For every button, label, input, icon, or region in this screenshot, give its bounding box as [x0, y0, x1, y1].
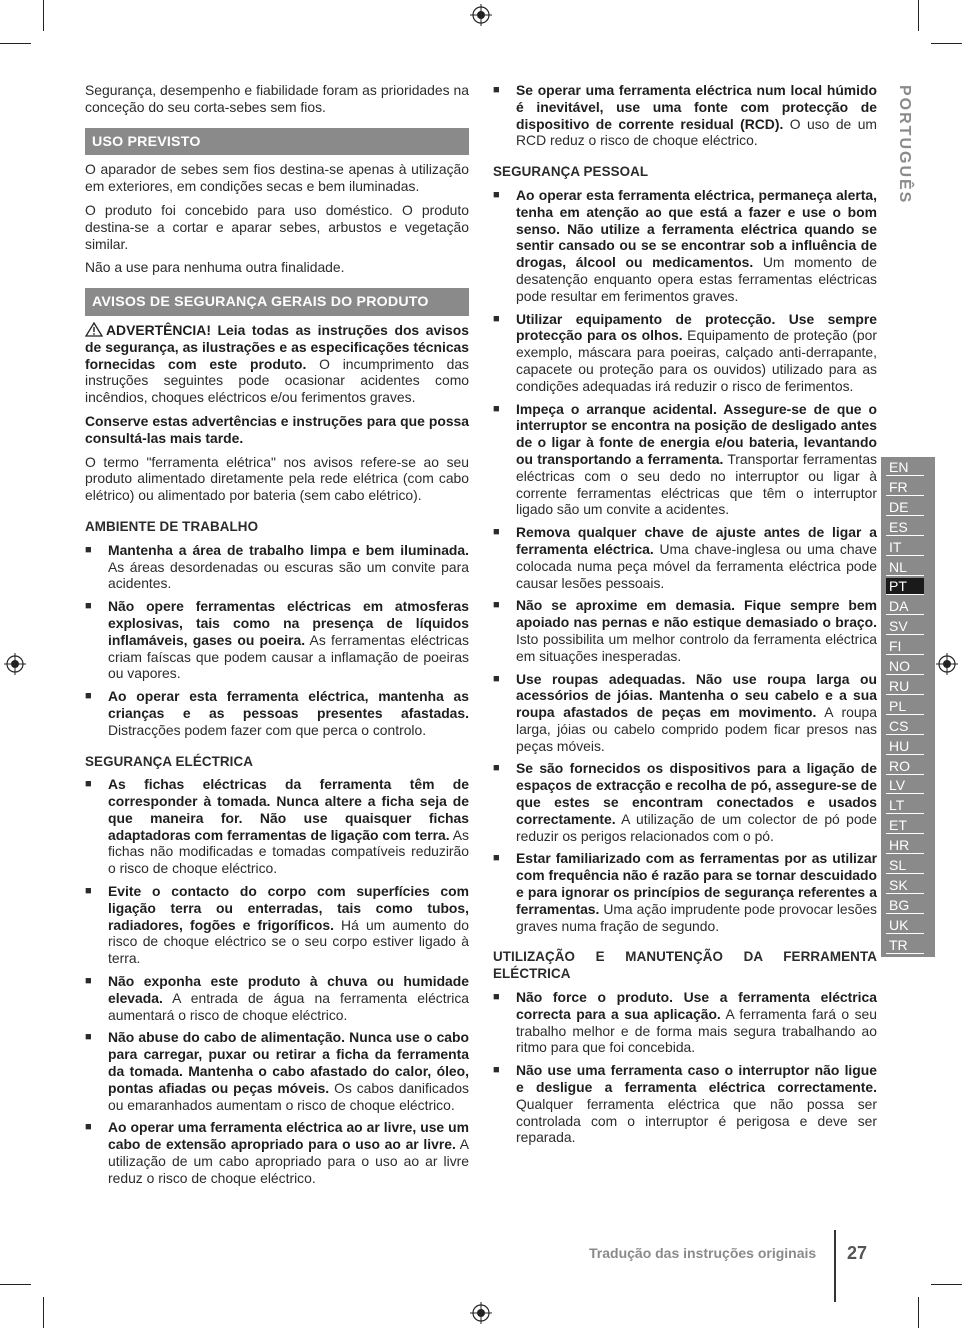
list-item-text: Uma chave-inglesa ou uma chave colocada numa peça móvel da ferramenta eléctrica pode causar lesões pessoais. [516, 540, 877, 591]
subheading-utilizacao: UTILIZAÇÃO E MANUTENÇÃO DA FERRAMENTA ELÉCTRICA [493, 949, 877, 982]
list-item-bold: Remova qualquer chave de ajuste antes de ligar a ferramenta eléctrica. [516, 524, 877, 557]
bullet-icon: ■ [493, 526, 500, 539]
list-item-bold: Estar familiarizado com as ferramentas por as utilizar com frequência não é razão para se tornar descuidado e para ignorar os princípios de segurança referentes a ferramentas. [516, 850, 877, 917]
subheading-eletrica: SEGURANÇA ELÉCTRICA [85, 753, 254, 769]
bullet-icon: ■ [85, 885, 92, 898]
language-tab-sl[interactable]: SL [886, 857, 924, 874]
language-tab-de[interactable]: DE [886, 499, 924, 516]
registration-mark-icon [4, 653, 26, 675]
language-tab-nl[interactable]: NL [886, 559, 924, 576]
language-tabs [881, 457, 935, 957]
warning-paragraph [85, 322, 469, 406]
language-tab-pl[interactable]: PL [886, 698, 924, 715]
list-item [493, 989, 877, 1056]
list-item [493, 671, 877, 755]
list-item-bold: Mantenha a área de trabalho limpa e bem iluminada. [108, 541, 469, 558]
list-item-bold: Não exponha este produto à chuva ou humidade elevada. [108, 973, 469, 1006]
language-tab-tr[interactable]: TR [886, 937, 924, 954]
crop-mark [0, 43, 31, 44]
bullet-icon: ■ [493, 852, 500, 865]
list-item-text: A utilização de um cabo apropriado para o uso ao ar livre reduz o risco de choque eléctrico. [108, 1136, 469, 1186]
language-tab-hr[interactable]: HR [886, 837, 924, 854]
language-tab-ru[interactable]: RU [886, 678, 924, 695]
list-item [85, 1029, 469, 1113]
language-tab-it[interactable]: IT [886, 539, 924, 556]
footer-translation-note: Tradução das instruções originais [589, 1245, 817, 1261]
list-item-text: Uma ação imprudente pode provocar lesões graves numa fração de segundo. [516, 900, 877, 934]
list-item-text: As áreas desordenadas ou escuras são um convite para acidentes. [108, 558, 469, 592]
list-item-bold: Use roupas adequadas. Não use roupa larga ou acessórios de jóias. Mantenha o seu cabelo e a sua roupa afastados de peças em movimento. [516, 670, 877, 721]
bullet-icon: ■ [85, 600, 92, 613]
list-item-bold: Ao operar uma ferramenta eléctrica ao ar livre, use um cabo de extensão apropriado para o uso ao ar livre. [108, 1119, 469, 1153]
language-tab-cs[interactable]: CS [886, 718, 924, 735]
side-language-text: PORTUGUÊS [896, 85, 913, 205]
crop-mark [0, 1284, 31, 1285]
footer-divider [834, 1230, 836, 1302]
warning-triangle-icon [85, 322, 103, 337]
list-item-text: Isto possibilita um melhor controlo da ferramenta eléctrica em situações inesperadas. [516, 630, 877, 664]
list-item [493, 82, 877, 149]
bullet-icon: ■ [493, 312, 500, 325]
list-item-bold: Não opere ferramentas eléctricas em atmosferas explosivas, tais como na presença de líquidos inflamáveis, gases ou poeira. [108, 598, 469, 648]
list-item [493, 760, 877, 844]
list-item-bold: Utilizar equipamento de protecção. Use sempre protecção para os olhos. [516, 310, 877, 344]
crop-mark [43, 0, 44, 31]
list-item [85, 883, 469, 967]
bullet-icon: ■ [493, 599, 500, 612]
left-column [85, 82, 469, 1193]
paragraph: O termo "ferramenta elétrica" nos avisos refere-se ao seu produto alimentado diretamente pela rede elétrica (com cabo elétrico) ou alimentado por bateria (sem cabo elétrico). [85, 453, 469, 504]
subheading-ambiente: AMBIENTE DE TRABALHO [85, 518, 259, 534]
list-item [493, 597, 877, 664]
registration-mark-icon [470, 1302, 492, 1324]
language-tab-et[interactable]: ET [886, 817, 924, 834]
paragraph: O produto foi concebido para uso doméstico. O produto destina-se a cortar e aparar sebes, arbustos e vegetação similar. [85, 201, 469, 252]
bullet-icon: ■ [493, 84, 500, 96]
bullet-icon: ■ [85, 975, 92, 988]
page-number: 27 [847, 1243, 868, 1263]
warning-bold-text: ADVERTÊNCIA! Leia todas as instruções dos avisos de segurança, as ilustrações e as especificações técnicas fornecidas com este produto. [85, 321, 469, 372]
warning-text: O incumprimento das instruções seguintes pode ocasionar acidentes como incêndios, choques eléctricos e/ou ferimentos graves. [85, 355, 469, 406]
bullet-icon: ■ [493, 762, 500, 775]
conserve-text: Conserve estas advertências e instruções para que possa consultá-las mais tarde. [85, 412, 469, 446]
bullet-icon: ■ [85, 778, 92, 791]
language-tab-en[interactable]: EN [886, 459, 924, 476]
language-tab-uk[interactable]: UK [886, 917, 924, 934]
list-item-text: A ferramenta fará o seu trabalho melhor e de forma mais segura trabalhando ao ritmo para que foi concebida. [516, 1005, 877, 1056]
bullet-icon: ■ [493, 402, 500, 415]
bullet-icon: ■ [85, 690, 92, 703]
list-item-bold: Não use uma ferramenta caso o interruptor não ligue e desligue a ferramenta eléctrica correctamente. [516, 1062, 877, 1096]
list-item [493, 850, 877, 934]
list-item-bold: Evite o contacto do corpo com superfícies com ligação terra ou enterradas, tais como tubos, radiadores, fogões e frigoríficos. [108, 883, 469, 933]
list-item-bold: Se operar uma ferramenta eléctrica num local húmido é inevitável, use uma fonte com protecção de dispositivo de corrente residual (RCD). [516, 82, 877, 132]
list-item-text: Qualquer ferramenta eléctrica que não possa ser controlada com o interruptor é perigosa e deve ser reparada. [516, 1095, 877, 1146]
list-item-bold: Não se aproxime em demasia. Fique sempre bem apoiado nas pernas e não estique demasiado o braço. [516, 597, 877, 631]
language-tab-lv[interactable]: LV [886, 777, 924, 794]
list-item-text: Equipamento de proteção (por exemplo, máscara para poeiras, calçado anti-derrapante, capacete ou proteção para os ouvidos) utilizado para as condições adequadas irá reduzir o risco de ferimentos. [516, 327, 877, 394]
crop-mark [918, 1297, 919, 1328]
language-tab-sk[interactable]: SK [886, 877, 924, 894]
list-item-text: Os cabos danificados ou emaranhados aumentam o risco de choque eléctrico. [108, 1079, 469, 1113]
list-item-text: Transportar ferramentas eléctricas com o seu dedo no interruptor ou ligar à corrente ferramentas eléctricas que têm o interruptor ligado são um convite a acidentes. [516, 450, 877, 518]
list-item [493, 401, 877, 519]
registration-mark-icon [936, 653, 958, 675]
side-language-label [893, 85, 915, 205]
list-item-bold: As fichas eléctricas da ferramenta têm de corresponder à tomada. Nunca altere a ficha seja de que maneira for. Não use quaisquer fichas adaptadoras com ferramentas de ligação com terra. [108, 776, 469, 843]
language-tab-no[interactable]: NO [886, 658, 924, 675]
section-heading-avisos: AVISOS DE SEGURANÇA GERAIS DO PRODUTO [85, 288, 469, 316]
subheading-pessoal: SEGURANÇA PESSOAL [493, 164, 649, 180]
paragraph: O aparador de sebes sem fios destina-se apenas à utilização em exteriores, em condições secas e bem iluminadas. [85, 161, 469, 195]
list-item-text: A entrada de água na ferramenta eléctrica aumentará o risco de choque eléctrico. [108, 989, 469, 1023]
bullet-icon: ■ [493, 188, 500, 201]
list-item-text: As ferramentas eléctricas criam faíscas que podem causar a inflamação de poeiras ou vapores. [108, 631, 469, 682]
list-item [493, 187, 877, 305]
list-item-text: Um momento de desatenção enquanto opera estas ferramentas eléctricas pode resultar em ferimentos graves. [516, 254, 877, 304]
bullet-icon: ■ [85, 1031, 92, 1044]
section-heading-uso-previsto: USO PREVISTO [85, 128, 469, 156]
conserve-paragraph [85, 413, 469, 447]
language-tab-fi[interactable]: FI [886, 638, 924, 655]
list-item-bold: Se são fornecidos os dispositivos para a ligação de espaços de extracção e recolha de pó, assegure-se de que estes se encontram conectados e usados correctamente. [516, 760, 877, 827]
language-tab-es[interactable]: ES [886, 519, 924, 536]
language-tab-pt[interactable]: PT [886, 578, 924, 595]
list-item [493, 1062, 877, 1146]
bullet-icon: ■ [493, 672, 500, 685]
bullet-icon: ■ [85, 543, 92, 556]
list-item [85, 973, 469, 1023]
language-tab-da[interactable]: DA [886, 598, 924, 615]
language-tab-ro[interactable]: RO [886, 758, 924, 775]
bullet-icon: ■ [493, 991, 500, 1004]
crop-mark [931, 43, 962, 44]
right-column [493, 82, 877, 1152]
list-item-bold: Não abuse do cabo de alimentação. Nunca use o cabo para carregar, puxar ou retirar a ficha da ferramenta da tomada. Mantenha o cabo afastado do calor, óleo, pontas afiadas ou peças móveis. [108, 1029, 469, 1096]
list-item [493, 524, 877, 591]
crop-mark [43, 1297, 44, 1328]
crop-mark [931, 1284, 962, 1285]
bullet-icon: ■ [85, 1121, 92, 1134]
list-item-text: A roupa larga, jóias ou cabelo comprido podem ficar presos nas peças móveis. [516, 704, 877, 754]
list-item-bold: Ao operar esta ferramenta eléctrica, permaneça alerta, tenha em atenção ao que está a fazer e use o bom senso. Não utilize a ferramenta eléctrica quando se sentir cansado ou se se encontrar sob a influência de drogas, álcool ou medicamentos. [516, 186, 877, 271]
list-item-text: A utilização de um colector de pó pode reduzir os perigos relacionados com o pó. [516, 810, 877, 844]
list-item [85, 776, 469, 877]
language-tab-fr[interactable]: FR [886, 479, 924, 496]
language-tab-hu[interactable]: HU [886, 738, 924, 755]
language-tab-bg[interactable]: BG [886, 897, 924, 914]
crop-mark [918, 0, 919, 31]
list-item [85, 598, 469, 682]
list-item [493, 311, 877, 395]
list-item-text: Distracções podem fazer com que perca o controlo. [108, 721, 427, 738]
list-item-bold: Impeça o arranque acidental. Assegure-se de que o interruptor se encontra na posição de desligado antes de o ligar à fonte de energia e/ou bateria, levantando ou transportando a ferramenta. [516, 400, 877, 467]
language-tab-lt[interactable]: LT [886, 797, 924, 814]
registration-mark-icon [470, 4, 492, 26]
list-item-text: O uso de um RCD reduz o risco de choque eléctrico. [516, 115, 878, 149]
intro-paragraph: Segurança, desempenho e fiabilidade foram as prioridades na conceção do seu corta-sebes sem fios. [85, 82, 469, 115]
list-item-text: As fichas não modificadas e tomadas compatíveis reduzirão o risco de choque eléctrico. [108, 826, 469, 877]
list-item [85, 688, 469, 738]
paragraph: Não a use para nenhuma outra finalidade. [85, 259, 345, 276]
list-item [85, 542, 469, 592]
list-item [85, 1119, 469, 1186]
bullet-icon: ■ [493, 1064, 500, 1077]
list-item-bold: Ao operar esta ferramenta eléctrica, mantenha as crianças e as pessoas presentes afastadas. [108, 688, 469, 721]
list-item-text: Há um aumento do risco de choque eléctrico se o seu corpo estiver ligado à terra. [108, 916, 469, 967]
language-tab-sv[interactable]: SV [886, 618, 924, 635]
list-item-bold: Não force o produto. Use a ferramenta eléctrica correcta para a sua aplicação. [516, 989, 877, 1022]
